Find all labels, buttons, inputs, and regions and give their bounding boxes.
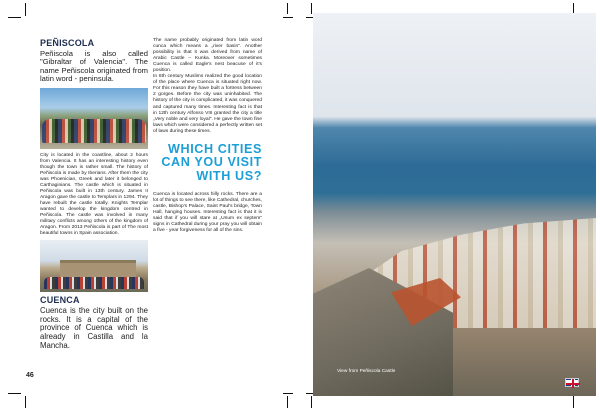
- group-photo: [40, 88, 148, 149]
- peniscola-heading: PEÑISCOLA: [40, 38, 95, 48]
- castle-walls: [60, 260, 136, 278]
- castle-people: [44, 277, 144, 289]
- crop-mark: [283, 17, 293, 18]
- crop-mark: [8, 393, 21, 394]
- sea-view-photo: [313, 13, 596, 396]
- cuenca-heading: CUENCA: [40, 295, 80, 306]
- crop-mark: [287, 396, 288, 408]
- crop-mark: [25, 3, 26, 16]
- crop-mark: [283, 393, 293, 394]
- crop-mark: [311, 3, 312, 14]
- cities-body: Cuenca is located across hilly rocks. There are a lot of things to see there, like Cathedral, churches, castle, Bishop's Palace, Saint Paul's bridge, Town Hall, hanging houses. Interesting fact is that it is said that if you will stare at „Unum ex septem" signs in Cathedral during your pray you will obtain a five - year forgiveness for all of the sins.: [153, 191, 262, 233]
- crop-mark: [8, 17, 21, 18]
- cuenca-lead: Cuenca is the city built on the rocks. It is a capital of the province of Cuenca which is already in Castilla and la Mancha.: [40, 306, 148, 350]
- uk-flag-icon: [565, 378, 579, 387]
- page-number: 46: [26, 372, 34, 379]
- cities-title: WHICH CITIES CAN YOU VISIT WITH US?: [161, 141, 262, 183]
- photo-caption: View from Peñiscola Castle: [337, 369, 396, 374]
- crop-mark: [573, 396, 574, 408]
- crop-mark: [311, 396, 312, 408]
- crop-mark: [287, 3, 288, 14]
- group-photo-crowd: [42, 119, 146, 143]
- middle-column: [153, 38, 262, 234]
- peniscola-lead: Peñiscola is also called "Gibraltar of Valencia". The name Peñiscola originated from latin word - peninsula.: [40, 49, 148, 84]
- castle-group-photo: [40, 240, 148, 292]
- left-column: [40, 38, 148, 350]
- cuenca-history: In 8th century Muslims realized the good location of the place where Cuenca is situated right now. For this reason they have built a fortress between 2 gorges. Before the city was uninhabited. The history of the city is complicated, it was conquered and captured many times. Interesting fact is that in 12th century Alfonso VIII granted the city a title „Very noble and very loyal". He gave the town fine laws which were considered a perfectly written set of laws during these times.: [153, 74, 262, 134]
- crop-mark: [25, 396, 26, 408]
- peniscola-body: City is located in the coastline, about 2 hours from Valencia. It has an interesting history even though the town is rather small. The history of Peñiscola is made by Iberians. After them the city was Phoenician, Greek and later it belonged to Carthaginians. The castle which is situated in Peñiscola was built in 13th century. James II Aragon gave the castle to Templars in 1294. They have rebuilt the castle totally. Knights Templar wanted to develop the kingdom centred in Peñiscola. The castle was involved in many military conflicts among others of the kingdom of Aragon. From 2013 Peñiscola is part of The most beautiful towns in Spain association.: [40, 152, 148, 237]
- cuenca-name-origin: The name probably originated from latin word cunca which means a „river basin". Another possibility is that it was derived from name of Arabic Castle – Kunka. Moreover sometimes Cuenca is called Eagle's nest beacuse of it's position.: [153, 38, 262, 74]
